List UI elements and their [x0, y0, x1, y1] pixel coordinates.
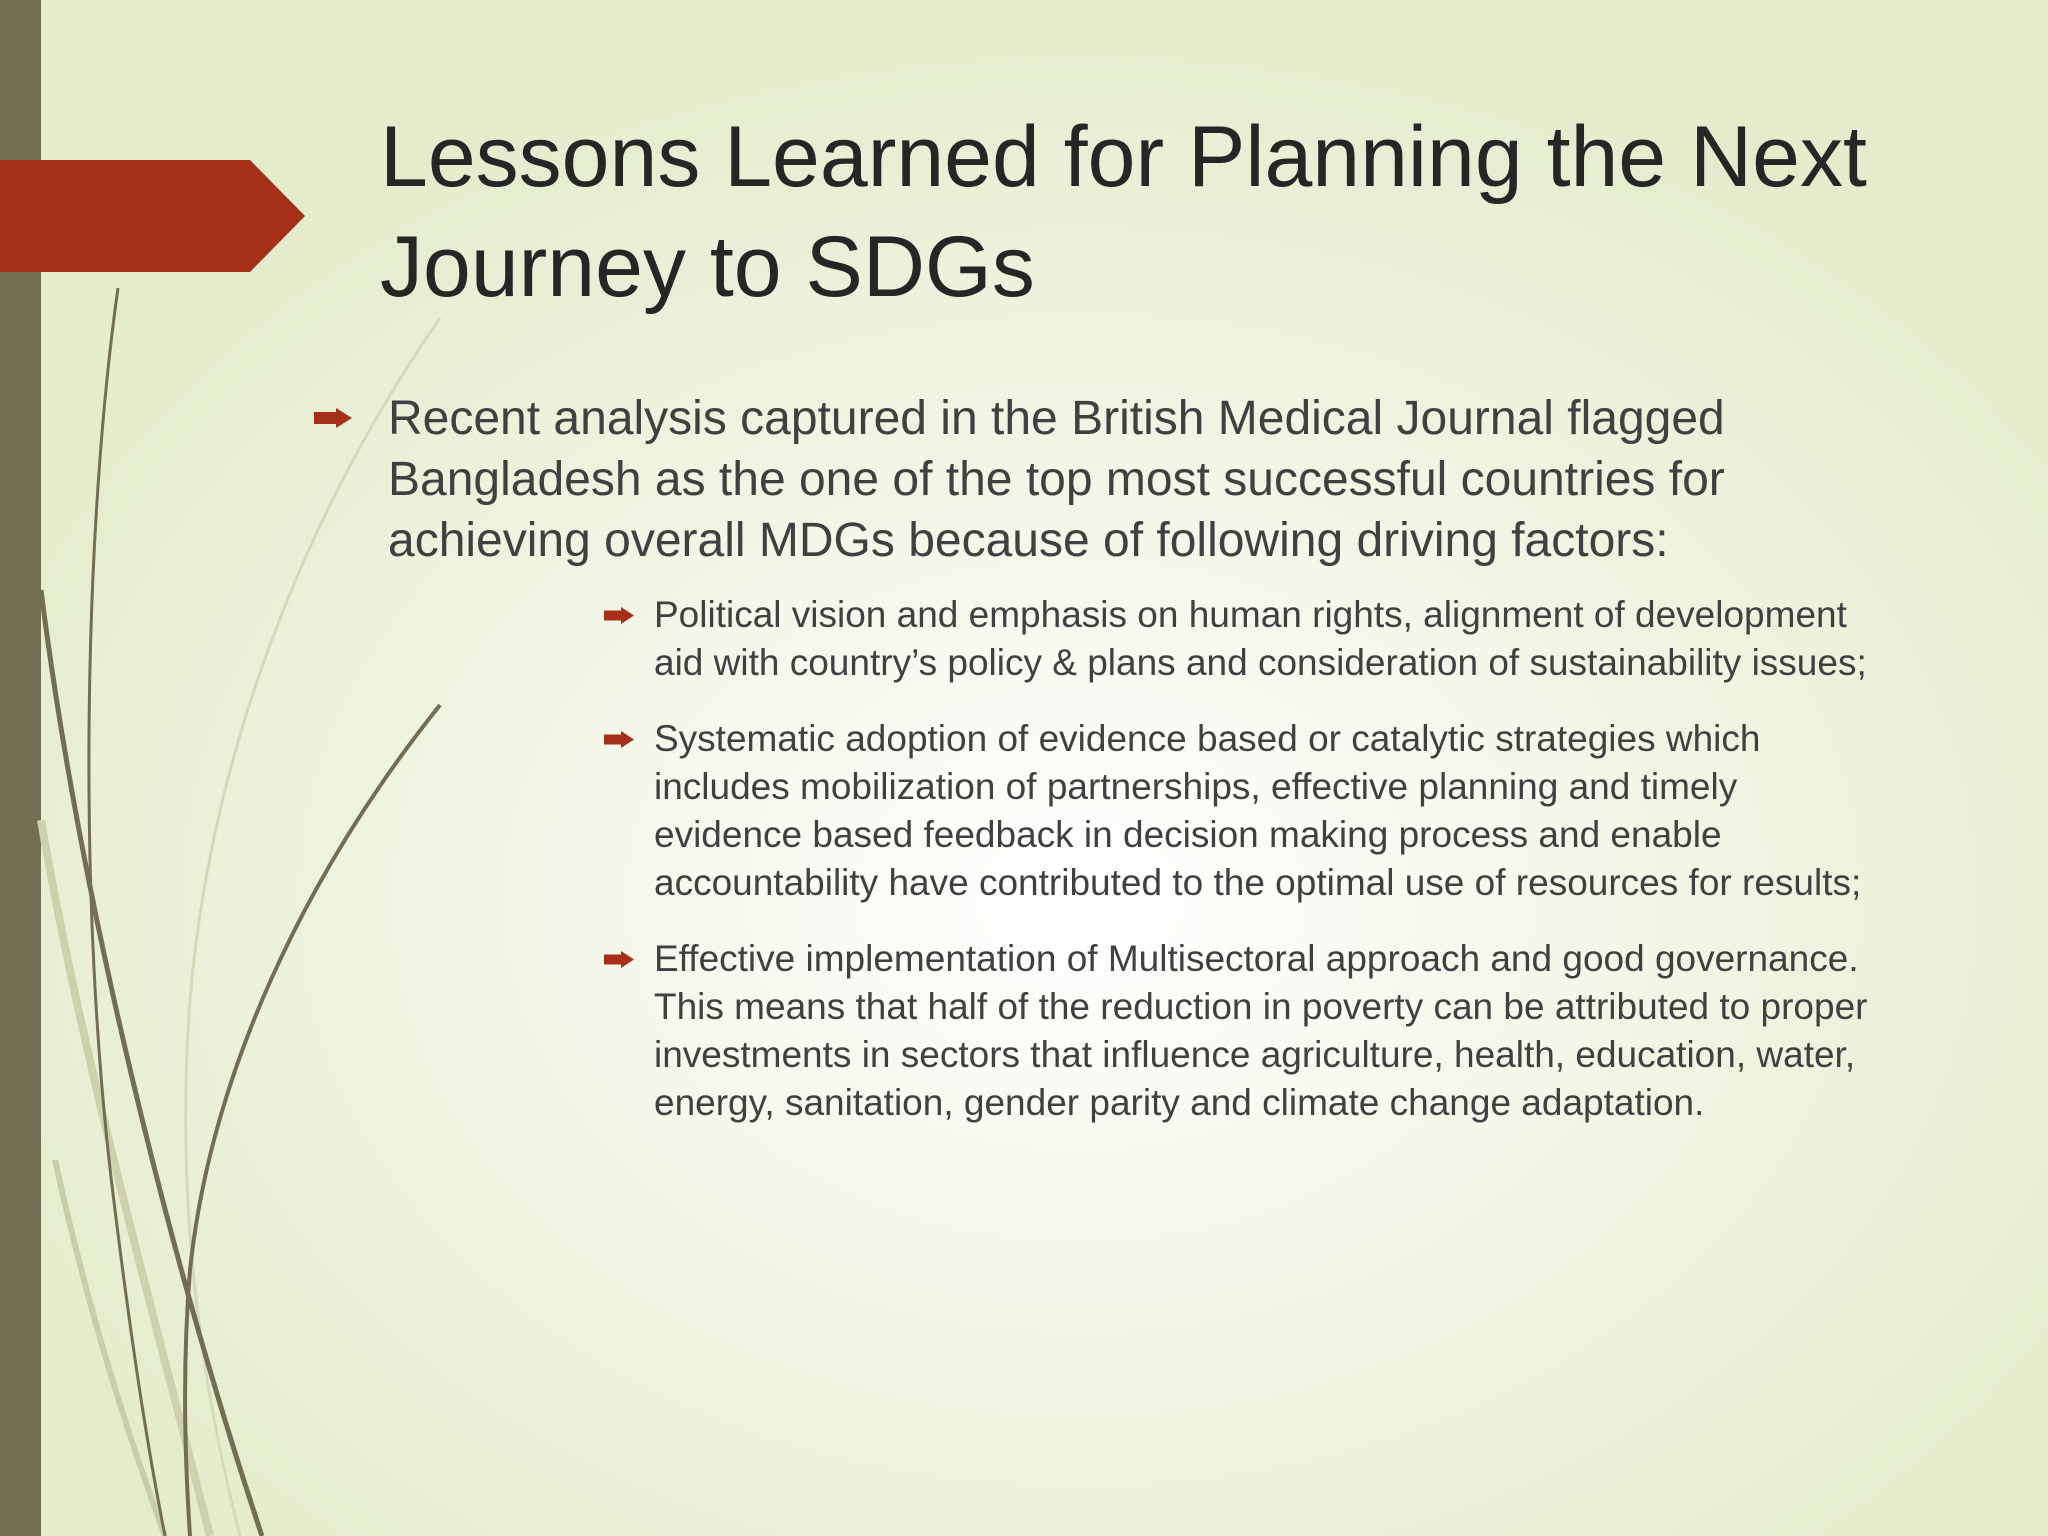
right-arrow-icon — [604, 951, 634, 968]
accent-banner — [0, 160, 305, 272]
sub-bullet — [596, 591, 1890, 687]
sub-bullet — [596, 935, 1890, 1127]
sub-bullet-list — [388, 591, 1890, 1127]
main-bullet-text: Recent analysis captured in the British Medical Journal flagged Bangladesh as the one of the top most successful countries for achieving overall MDGs because of following driving factors: — [388, 392, 1725, 567]
swoosh-pale-3 — [55, 1160, 165, 1536]
swoosh-dark-3 — [41, 590, 262, 1536]
right-arrow-icon — [314, 408, 352, 428]
slide-title: Lessons Learned for Planning the Next Journey to SDGs — [380, 109, 1867, 315]
sub-bullet-text: Political vision and emphasis on human rights, alignment of development aid with country’s policy & plans and consideration of sustainability issues; — [654, 594, 1867, 683]
right-arrow-icon — [604, 731, 634, 748]
bullet-list — [310, 388, 1890, 1155]
sub-bullet-text: Systematic adoption of evidence based or catalytic strategies which includes mobilization of partnerships, effective planning and timely evidence based feedback in decision making process and enable accountability have contributed to the optimal use of resources for results; — [654, 718, 1862, 903]
main-bullet — [310, 388, 1890, 1127]
right-arrow-icon — [604, 607, 634, 624]
sub-bullet-text: Effective implementation of Multisectoral approach and good governance. This means that half of the reduction in poverty can be attributed to proper investments in sectors that influence agriculture, health, education, water, energy, sanitation, gender parity and climate change adaptation. — [654, 938, 1868, 1123]
sub-bullet — [596, 715, 1890, 907]
